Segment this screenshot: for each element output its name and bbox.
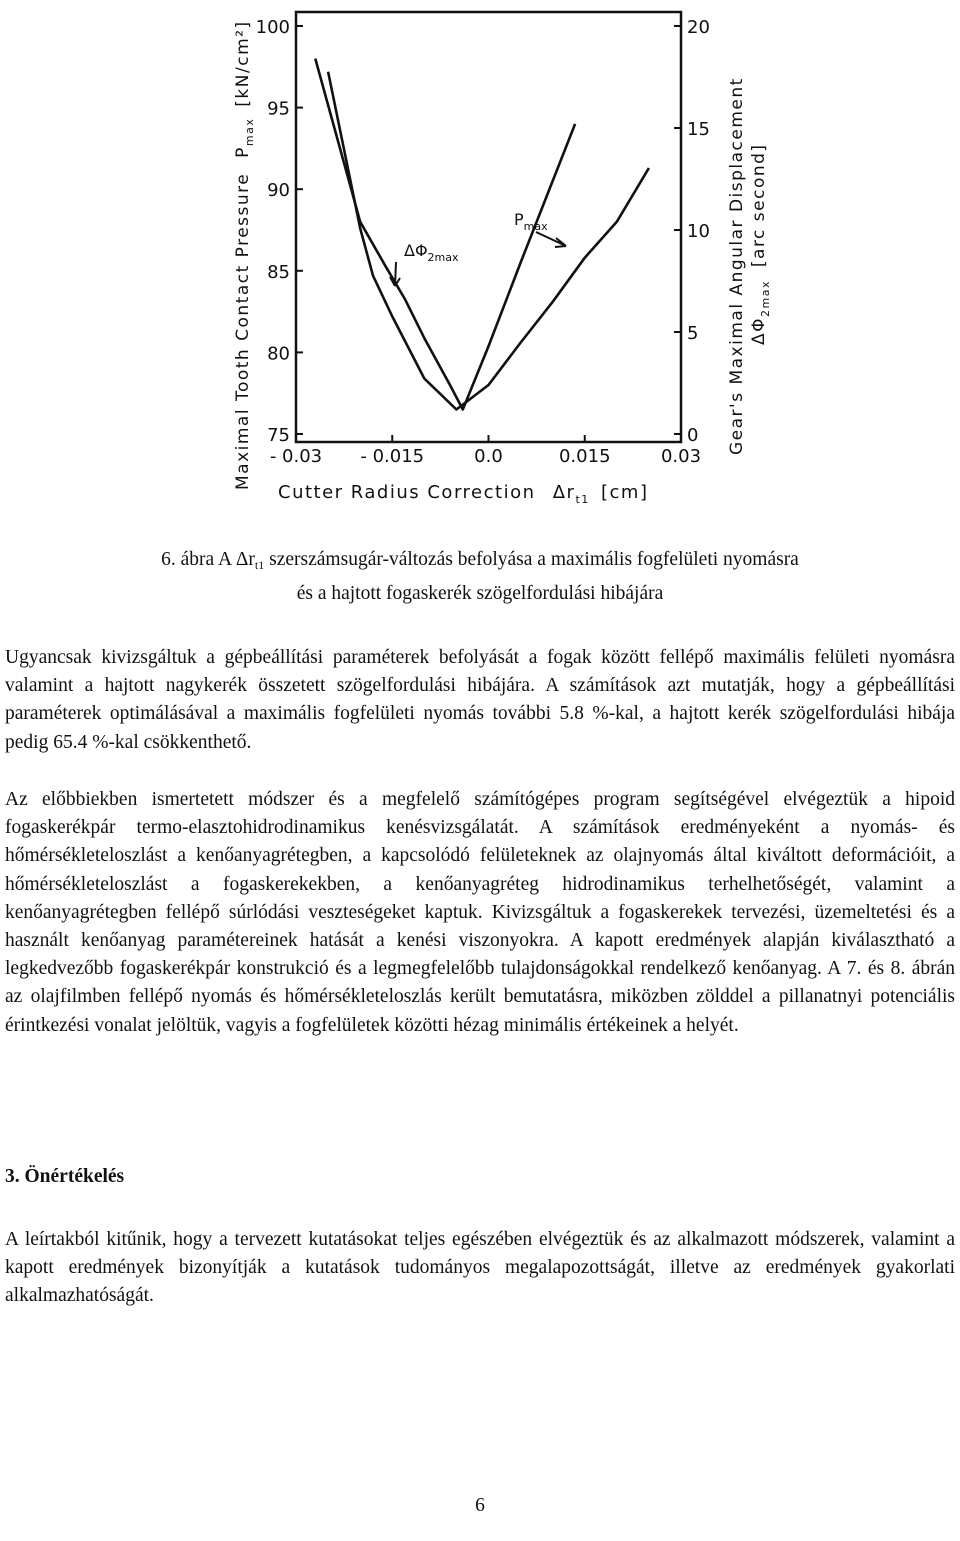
y-right-axis-unit: $\Delta\Phi_{2max}$ [arc second] bbox=[749, 143, 772, 345]
paragraph-1: Ugyancsak kivizsgáltuk a gépbeállítási paraméterek befolyását a fogak között fellépő maximális felületi nyomásra valamint a hajtott nagykerék összetett szögelfordulási hibájára. A számítások azt mutatják, hogy a gépbeállítási paraméterek optimálásával a maximális fogfelületi nyomás további 5.8 %-kal, a hajtott kerék szögelfordulási hibája pedig 65.4 %-kal csökkenthető. bbox=[5, 647, 955, 753]
paragraph-3: A leírtakból kitűnik, hogy a tervezett kutatásokat teljes egészében elvégeztük és az alkalmazott módszerek, valamint a kapott eredmények bizonyítják a kutatások tudományos megalapozottságát, illetve az eredmények gyakorlati alkalmazhatóságát. bbox=[5, 1229, 955, 1307]
annotation-pmax: $P_{max}$ bbox=[514, 210, 548, 233]
section-heading: 3. Önértékelés bbox=[5, 1166, 125, 1187]
y-left-tick-label: 80 bbox=[267, 343, 290, 365]
y-left-axis-label: Maximal Tooth Contact Pressure $P_{max}$ [kN/cm²] bbox=[233, 20, 256, 490]
y-right-axis-label: Gear's Maximal Angular Displacement bbox=[727, 77, 747, 455]
y-right-tick-label: 0 bbox=[687, 425, 699, 446]
series-line-pmax bbox=[328, 72, 649, 410]
y-left-tick-label: 75 bbox=[267, 425, 290, 446]
x-tick-label: 0.015 bbox=[558, 446, 611, 467]
annotation-pmax-arrow bbox=[536, 232, 566, 246]
y-left-tick-label: 90 bbox=[267, 180, 290, 202]
x-tick-label: 0.03 bbox=[660, 446, 702, 467]
x-tick-label: 0.0 bbox=[474, 446, 503, 467]
figure-caption-line-1: 6. ábra A $\Delta r_{t1}$ szerszámsugár-változás befolyása a maximális fogfelületi nyomásra bbox=[161, 549, 799, 572]
y-left-tick-label: 95 bbox=[267, 98, 290, 120]
x-tick-label: - 0.03 bbox=[269, 446, 323, 467]
y-left-tick-label: 100 bbox=[255, 17, 290, 38]
x-axis-label: Cutter Radius Correction $\Delta r_{t1}$ [cm] bbox=[278, 482, 649, 506]
x-tick-label: - 0.015 bbox=[360, 446, 425, 467]
annotation-phi: $\Delta\Phi_{2max}$ bbox=[404, 241, 459, 264]
y-right-tick-label: 10 bbox=[687, 221, 710, 242]
plot-frame bbox=[296, 12, 681, 442]
y-left-tick-label: 85 bbox=[267, 261, 290, 283]
series-line-phi2max bbox=[315, 59, 575, 410]
y-right-tick-label: 20 bbox=[687, 17, 710, 38]
paragraph-2: Az előbbiekben ismertetett módszer és a megfelelő számítógépes program segítségével elvégeztük a hipoid fogaskerékpár termo-elasztohidrodinamikus kenésvizsgálatát. A számítások eredményeként a nyomás- és hőmérsékleteloszlást a kenőanyagrétegben, a kapcsolódó felületeknek az olajnyomás által kiváltott deformációit, a hőmérsékleteloszlást a fogaskerekekben, a kenőanyagréteg hidrodinamikus terhelhetőségét, valamint a kenőanyagrétegben fellépő súrlódási veszteségeket kaptuk. Kivizsgáltuk a fogaskerekek tervezési, üzemeltetési és a használt kenőanyag paramétereinek hatását a kenési viszonyokra. A kapott eredmények alapján kiválasztható a legkedvezőbb fogaskerékpár konstrukció és a legmegfelelőbb tulajdonságokkal rendelkező kenőanyag. A 7. és 8. ábrán az olajfilmben fellépő nyomás és hőmérsékleteloszlás került bemutatásra, miközben zölddel a pillanatnyi potenciális érintkezési vonalat jelöltük, vagyis a fogfelületek közötti hézag minimális értékeinek a helyét. bbox=[5, 789, 955, 1036]
page-number: 6 bbox=[475, 1495, 485, 1516]
pressure-displacement-chart bbox=[0, 0, 960, 510]
figure-caption-line-2: és a hajtott fogaskerék szögelfordulási hibájára bbox=[296, 583, 664, 604]
y-right-tick-label: 5 bbox=[687, 323, 699, 344]
y-right-tick-label: 15 bbox=[687, 119, 710, 140]
